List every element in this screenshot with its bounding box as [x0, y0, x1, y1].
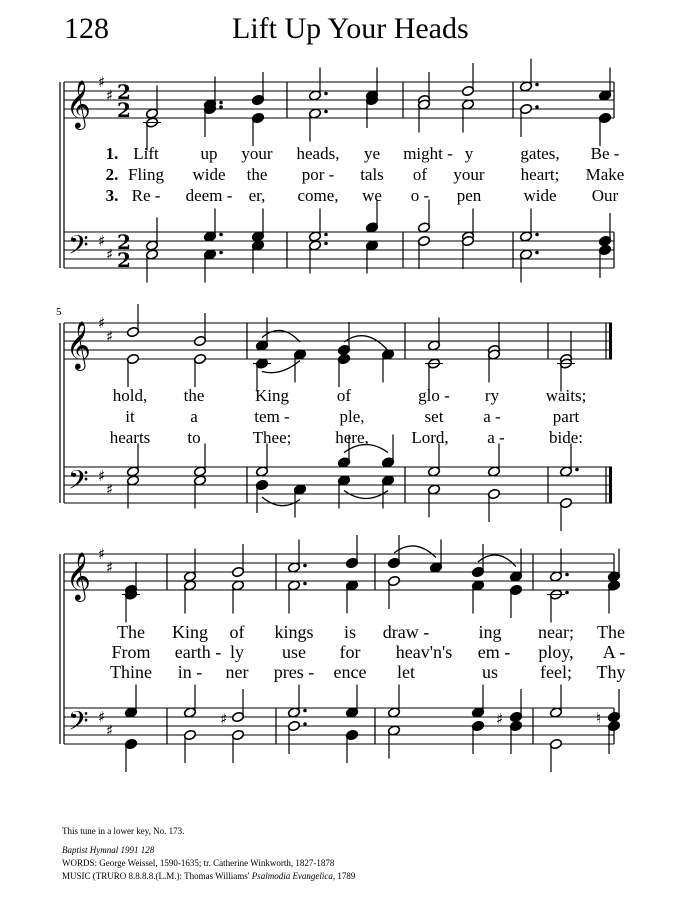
dot — [535, 83, 539, 87]
note — [509, 720, 522, 754]
dot — [535, 251, 539, 255]
lyric: a — [190, 407, 198, 426]
note — [255, 479, 268, 513]
lyric: come, — [297, 186, 339, 205]
lyric: near; — [538, 622, 574, 642]
bass-clef-icon: 𝄢 — [68, 229, 89, 267]
dot — [303, 582, 307, 586]
lyric: hold, — [112, 386, 148, 405]
lyric: bide: — [549, 428, 583, 447]
treble-clef-icon: 𝄞 — [66, 551, 91, 600]
lyric: ry — [484, 386, 500, 405]
lyric: a - — [487, 428, 505, 447]
lyric: 1. — [105, 144, 119, 163]
note — [607, 689, 620, 723]
lyric: here, — [335, 428, 369, 447]
key-sharp-icon: ♯ — [98, 232, 106, 250]
lyric: kings — [274, 622, 314, 642]
lyric: Make — [585, 165, 625, 184]
note — [251, 209, 264, 243]
note — [287, 540, 306, 574]
final-barline-thick — [609, 467, 612, 503]
slur — [344, 336, 388, 351]
dot — [535, 233, 539, 237]
note — [287, 580, 306, 614]
key-sharp-icon: ♯ — [98, 708, 106, 726]
lyric: Thine — [110, 662, 152, 682]
lyric: let — [397, 662, 415, 682]
lyric: The — [117, 622, 145, 642]
note — [487, 488, 500, 522]
lyric: ing — [478, 622, 502, 642]
lyric: King — [172, 622, 208, 642]
note — [471, 685, 484, 719]
bass-clef-icon: 𝄢 — [68, 464, 89, 502]
measure-number: 5 — [56, 306, 62, 318]
note — [549, 685, 562, 719]
key-sharp-icon: ♯ — [98, 545, 106, 563]
note — [598, 112, 611, 146]
treble-clef-icon: 𝄞 — [66, 320, 91, 369]
note — [193, 313, 206, 347]
lyric: hearts — [109, 428, 151, 447]
lyric: set — [424, 407, 444, 426]
lyric: wide — [192, 165, 226, 184]
footer-music-year: 1789 — [335, 871, 356, 881]
lyric: ner — [225, 662, 249, 682]
note — [293, 484, 306, 518]
lyric: the — [246, 165, 268, 184]
lyric: a - — [483, 407, 501, 426]
footer-music-credit: MUSIC (TRURO 8.8.8.8.(L.M.): Thomas Williams' — [62, 871, 252, 881]
note — [293, 349, 306, 383]
note — [509, 689, 522, 723]
note — [461, 99, 474, 133]
lyric: heads, — [296, 144, 340, 163]
key-sharp-icon: ♯ — [106, 245, 114, 264]
lyric: 2. — [105, 165, 119, 184]
note — [203, 103, 222, 137]
note — [251, 72, 264, 106]
lyric: em - — [477, 642, 511, 662]
footer-note: This tune in a lower key, No. 173. — [62, 826, 185, 836]
lyric: of — [336, 386, 352, 405]
lyric: your — [453, 165, 485, 184]
lyric: is — [343, 622, 357, 642]
system3-verse3 — [0, 662, 700, 684]
system2-verse1 — [0, 386, 700, 408]
note — [471, 580, 484, 614]
lyric: Thy — [596, 662, 626, 682]
time-signature-top: 2 — [117, 230, 131, 254]
note — [231, 689, 244, 723]
note — [387, 685, 400, 719]
note — [509, 584, 522, 618]
lyric: wide — [523, 186, 557, 205]
note — [183, 729, 196, 763]
lyric: Lift — [133, 144, 159, 163]
system2-verse2 — [0, 407, 700, 429]
lyric: the — [183, 386, 205, 405]
note — [461, 63, 474, 97]
dot — [219, 101, 223, 105]
lyric: us — [481, 662, 499, 682]
system3-verse1 — [0, 622, 700, 644]
lyric: of — [412, 165, 428, 184]
note — [231, 544, 244, 578]
note — [183, 580, 196, 614]
time-signature-top: 2 — [117, 80, 131, 104]
note — [287, 720, 306, 754]
footer-music — [62, 871, 355, 881]
lyric: Be - — [590, 144, 620, 163]
note — [183, 685, 196, 719]
hymn-title: Lift Up Your Heads — [232, 12, 469, 45]
lyric: Our — [591, 186, 619, 205]
lyric: ence — [333, 662, 367, 682]
dot — [535, 105, 539, 109]
system3-verse2 — [0, 642, 700, 664]
lyric: The — [597, 622, 625, 642]
note — [231, 729, 244, 763]
note — [231, 580, 244, 614]
note — [124, 738, 137, 772]
footer-source: Baptist Hymnal 1991 128 — [62, 845, 155, 855]
note — [345, 580, 358, 614]
note — [203, 249, 222, 283]
dot — [324, 242, 328, 246]
lyric: to — [187, 428, 201, 447]
lyric: ple, — [339, 407, 365, 426]
lyric: gates, — [520, 144, 560, 163]
time-signature-bottom: 2 — [117, 98, 131, 122]
system1-verse3 — [0, 186, 700, 208]
note — [193, 353, 206, 387]
lyric: up — [200, 144, 218, 163]
slur — [394, 546, 436, 558]
system1-verse2 — [0, 165, 700, 187]
hymn-number: 128 — [64, 12, 109, 45]
lyric: tals — [360, 165, 384, 184]
note — [145, 218, 158, 252]
note — [345, 535, 358, 569]
dot — [219, 105, 223, 109]
lyric: in - — [177, 662, 203, 682]
dot — [324, 233, 328, 237]
time-signature-bottom: 2 — [117, 248, 131, 272]
note — [387, 575, 400, 609]
lyric: por - — [301, 165, 335, 184]
note — [381, 349, 394, 383]
lyric: Lord, — [411, 428, 449, 447]
dot — [324, 92, 328, 96]
note — [345, 729, 358, 763]
lyric: might - — [403, 144, 453, 163]
note — [417, 99, 430, 133]
lyric: heart; — [520, 165, 560, 184]
key-sharp-icon: ♯ — [106, 480, 114, 499]
key-sharp-icon: ♯ — [98, 73, 106, 91]
note — [308, 209, 327, 243]
dot — [565, 591, 569, 595]
note — [519, 249, 538, 283]
lyric: pres - — [273, 662, 315, 682]
lyric: Thee; — [252, 428, 292, 447]
lyric: From — [111, 642, 151, 662]
dot — [303, 722, 307, 726]
note — [471, 720, 484, 754]
note — [145, 249, 158, 283]
note — [365, 94, 378, 128]
note — [387, 725, 400, 759]
dot — [303, 564, 307, 568]
footer-music-book: Psalmodia Evangelica, — [251, 871, 336, 881]
lyric: A - — [602, 642, 626, 662]
note — [126, 304, 139, 338]
dot — [575, 468, 579, 472]
sharp-icon: ♯ — [496, 710, 504, 728]
dot — [303, 709, 307, 713]
note — [547, 589, 569, 623]
lyric: earth - — [174, 642, 222, 662]
note — [122, 589, 140, 623]
note — [598, 244, 611, 278]
dot — [219, 251, 223, 255]
footer-words: WORDS: George Weissel, 1590-1635; tr. Catherine Winkworth, 1827-1878 — [62, 858, 335, 868]
lyric: 3. — [105, 186, 119, 205]
lyric: part — [552, 407, 580, 426]
note — [427, 484, 440, 518]
note — [308, 68, 327, 102]
note — [487, 349, 500, 383]
note — [519, 103, 538, 137]
lyric: heav'n's — [395, 642, 453, 662]
bass-clef-icon: 𝄢 — [68, 705, 89, 743]
lyric: draw - — [382, 622, 430, 642]
note — [203, 209, 222, 243]
note — [287, 685, 306, 719]
slur — [478, 555, 516, 567]
dot — [324, 110, 328, 114]
dot — [565, 573, 569, 577]
slur — [262, 497, 300, 506]
note — [519, 209, 538, 243]
note — [519, 59, 538, 93]
lyric: your — [241, 144, 273, 163]
key-sharp-icon: ♯ — [106, 558, 114, 577]
note — [429, 540, 442, 574]
lyric: er, — [248, 186, 266, 205]
note — [124, 685, 137, 719]
treble-clef-icon: 𝄞 — [66, 79, 91, 128]
key-sharp-icon: ♯ — [98, 467, 106, 485]
lyric: feel; — [540, 662, 572, 682]
note — [251, 112, 264, 146]
note — [345, 685, 358, 719]
natural-icon: ♮ — [596, 709, 602, 727]
note — [598, 213, 611, 247]
lyric: for — [339, 642, 361, 662]
note — [549, 738, 562, 772]
lyric: ly — [229, 642, 245, 662]
lyric: Re - — [131, 186, 161, 205]
key-sharp-icon: ♯ — [106, 327, 114, 346]
lyric: use — [282, 642, 306, 662]
dot — [219, 233, 223, 237]
lyric: it — [125, 407, 135, 426]
note — [308, 108, 327, 142]
final-barline-thick — [609, 323, 612, 359]
lyric: ploy, — [538, 642, 574, 662]
system2-verse3 — [0, 428, 700, 450]
note — [461, 235, 474, 269]
key-sharp-icon: ♯ — [106, 86, 114, 105]
lyric: of — [229, 622, 245, 642]
note — [387, 535, 400, 569]
lyric: pen — [456, 186, 482, 205]
note — [337, 353, 350, 387]
key-sharp-icon: ♯ — [106, 721, 114, 740]
note — [598, 68, 611, 102]
lyric: y — [464, 144, 474, 163]
note — [417, 235, 430, 269]
lyric: Fling — [128, 165, 164, 184]
note — [559, 497, 572, 531]
note — [471, 544, 484, 578]
lyric: o - — [410, 186, 430, 205]
lyric: we — [362, 186, 382, 205]
key-sharp-icon: ♯ — [98, 314, 106, 332]
system1-verse1 — [0, 144, 700, 166]
lyric: King — [255, 386, 289, 405]
sharp-icon: ♯ — [220, 710, 228, 728]
lyric: glo - — [418, 386, 450, 405]
lyric: deem - — [185, 186, 233, 205]
lyric: tem - — [254, 407, 290, 426]
lyric: ye — [363, 144, 381, 163]
note — [126, 353, 139, 387]
lyric: waits; — [545, 386, 587, 405]
note — [607, 580, 620, 614]
